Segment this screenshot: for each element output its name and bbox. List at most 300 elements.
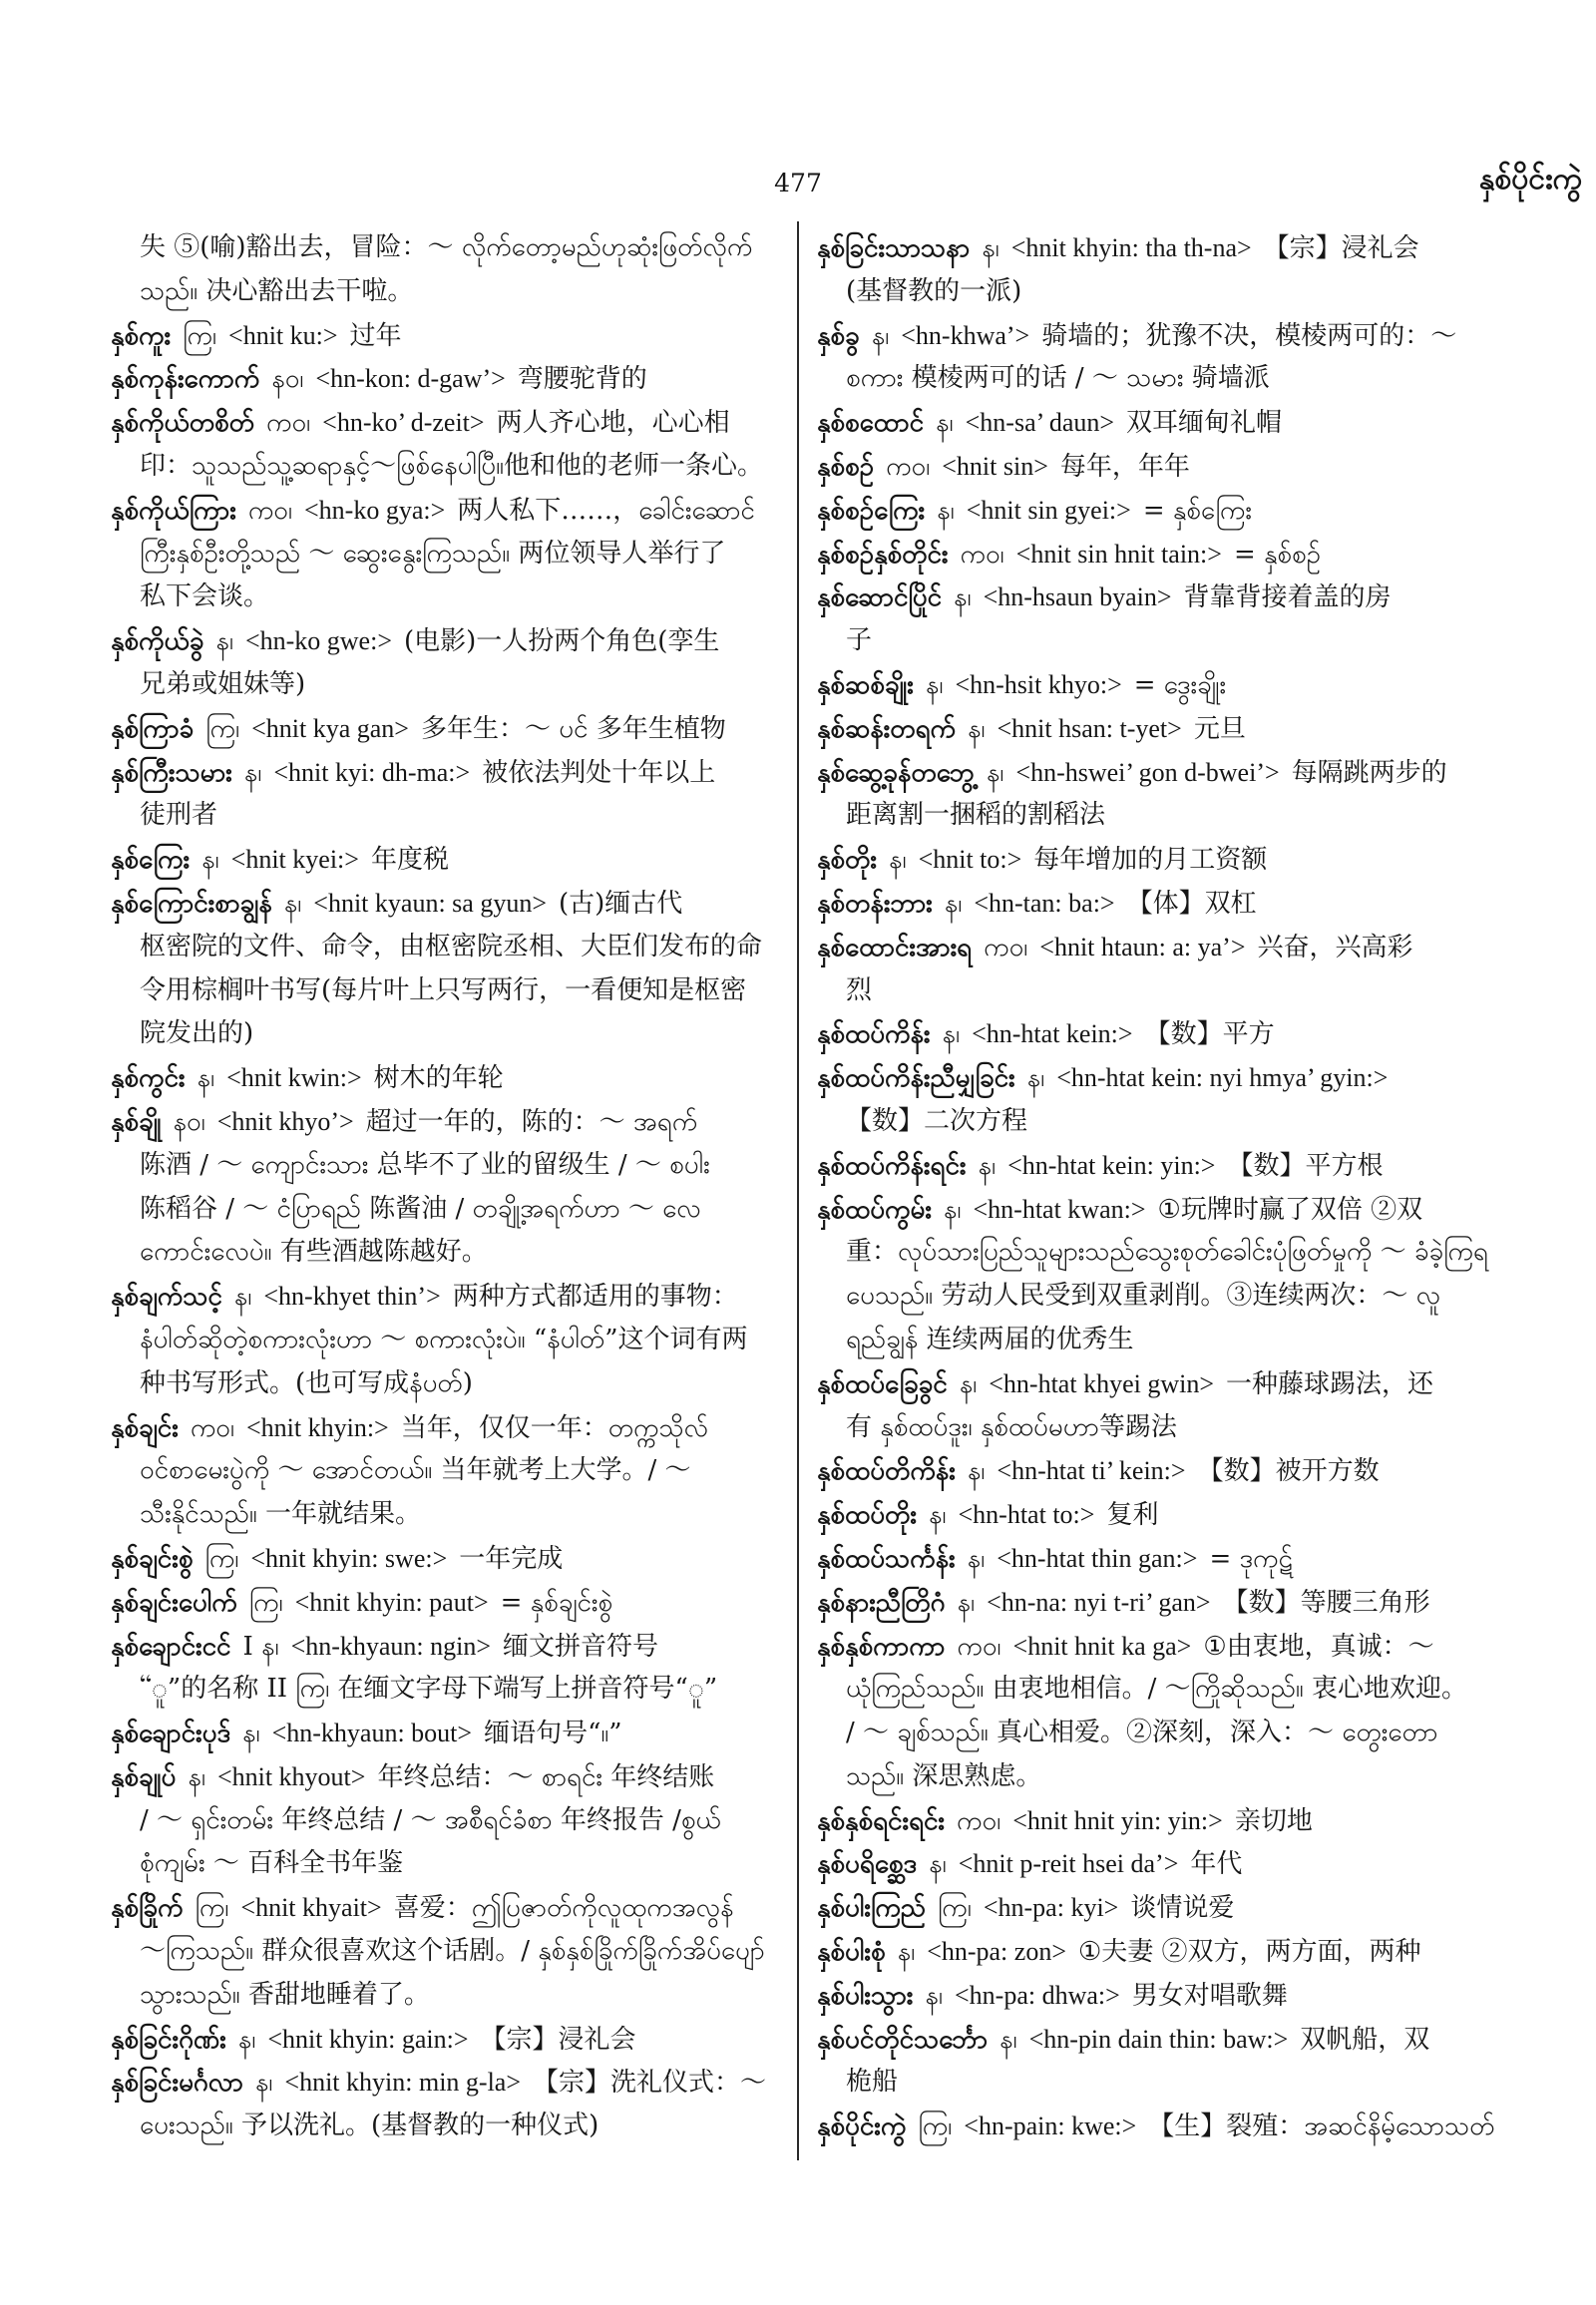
entry-first-line — [817, 751, 1501, 795]
pronunciation: <hn-htat kein:> — [972, 1019, 1133, 1049]
headword: နှစ်ထပ်တိကိန်း — [817, 1456, 956, 1487]
definition: 双帆船，双 — [1300, 2024, 1430, 2055]
headword: နှစ်ကြေး — [111, 845, 191, 876]
entry-first-line — [817, 1537, 1501, 1581]
entry-first-line — [111, 401, 781, 445]
entry-first-line — [817, 2105, 1501, 2148]
entry-first-line — [817, 533, 1501, 576]
entry-first-line — [111, 1625, 781, 1669]
dictionary-entry — [817, 489, 1501, 533]
entry-first-line — [817, 1930, 1501, 1974]
definition: ①由衷地，真诚：～ — [1203, 1631, 1434, 1662]
definition-continuation: ရည်ချွန် 连续两届的优秀生 — [846, 1324, 1134, 1354]
part-of-speech: န၊ — [978, 1150, 997, 1181]
headword: နှစ်ပါးကြည် — [817, 1893, 926, 1924]
definition-continuation: 徒刑者 — [140, 800, 218, 831]
pronunciation: <hnit sin gyei:> — [966, 495, 1131, 525]
definition-continuation: (基督教的一派) — [846, 275, 1022, 306]
pronunciation: <hnit khyout> — [216, 1761, 366, 1791]
dictionary-entry — [111, 1406, 781, 1537]
part-of-speech: ကဝ၊ — [247, 495, 292, 526]
entry-first-line — [111, 1406, 781, 1450]
entry-first-line — [817, 1056, 1501, 1100]
pronunciation: <hnit khyait> — [240, 1893, 382, 1923]
definition: 喜爱：ဤပြဇာတ်ကိုလူထုကအလွန် — [393, 1893, 734, 1924]
definition: 【体】双杠 — [1126, 888, 1257, 919]
entry-first-line — [111, 2018, 781, 2062]
headword: နှစ်ခြင်းသာသနာ — [817, 233, 971, 263]
definition: 过年 — [349, 320, 402, 351]
dictionary-entry — [817, 882, 1501, 926]
pronunciation: <hn-htat kein: yin:> — [1007, 1150, 1216, 1180]
dictionary-entry — [817, 1493, 1501, 1537]
headword: နှစ်ချက်သင့် — [111, 1282, 222, 1313]
entry-first-line — [817, 1144, 1501, 1188]
definition-continuation: စကား 模棱两可的话 / ～ သမား 骑墙派 — [846, 363, 1270, 394]
part-of-speech: န၊ — [283, 888, 302, 919]
entry-first-line — [111, 1712, 781, 1755]
dictionary-entry — [817, 1537, 1501, 1581]
dictionary-entry — [111, 1755, 781, 1886]
dictionary-entry — [111, 357, 781, 401]
part-of-speech: န၊ — [897, 1937, 916, 1968]
part-of-speech: န၊ — [888, 845, 907, 876]
pronunciation: <hn-tan: ba:> — [974, 888, 1115, 918]
pronunciation: <hnit khyo’> — [216, 1106, 354, 1136]
entry-first-line — [817, 663, 1501, 707]
entry-first-line — [111, 1537, 781, 1581]
pronunciation: <hnit p-reit hsei da’> — [958, 1849, 1179, 1879]
definition-continuation: 兄弟或姐妹等) — [140, 668, 306, 699]
part-of-speech: ကဝ၊ — [266, 408, 311, 439]
pronunciation: <hnit kyei:> — [230, 845, 359, 875]
entry-first-line — [817, 1012, 1501, 1056]
definition: = ဒုကုဋ် — [1209, 1543, 1293, 1574]
part-of-speech: န၊ — [944, 888, 963, 919]
definition: 【宗】浸礼会 — [480, 2024, 636, 2055]
headword: နှစ်ထပ်တိုး — [817, 1500, 917, 1531]
entry-first-line — [817, 1188, 1501, 1232]
part-of-speech: န၊ — [254, 2068, 273, 2099]
definition: 双耳缅甸礼帽 — [1126, 408, 1283, 439]
part-of-speech: ကြ၊ — [205, 713, 240, 744]
part-of-speech: န၊ — [943, 1194, 962, 1225]
definition: 【宗】浸礼会 — [1263, 233, 1419, 263]
pronunciation: <hn-hsit khyo:> — [955, 669, 1122, 699]
headword: နှစ်ဆစ်ချိုး — [817, 669, 914, 700]
dictionary-entry — [817, 707, 1501, 751]
headword: နှစ်ခြင်းမင်္ဂလာ — [111, 2068, 243, 2099]
definition: 男女对唱歌舞 — [1131, 1980, 1288, 2011]
definition: ①玩牌时赢了双倍 ②双 — [1157, 1194, 1423, 1225]
dictionary-entry — [817, 1625, 1501, 1799]
headword: နှစ်ကုန်းကောက် — [111, 364, 260, 395]
entry-first-line — [817, 576, 1501, 619]
headword: နှစ်တန်းဘား — [817, 888, 933, 919]
dictionary-entry — [111, 707, 781, 751]
headword: နှစ်ထပ်သင်္ကန်း — [817, 1543, 956, 1574]
column-divider — [797, 221, 799, 2160]
definition-continuation: 重：လုပ်သားပြည်သူများသည်သွေးစုတ်ခေါင်းပုံဖြတ်မှုကို ～ ခံခဲ့ကြရ — [846, 1237, 1488, 1268]
headword: နှစ်နှစ်ရင်းရင်း — [817, 1805, 946, 1836]
pronunciation: <hn-pin dain thin: baw:> — [1028, 2024, 1289, 2054]
definition: 弯腰驼背的 — [517, 364, 647, 395]
dictionary-entry — [111, 314, 781, 358]
entry-first-line — [817, 489, 1501, 533]
part-of-speech: I န၊ — [242, 1631, 279, 1662]
definition: 超过一年的，陈的：～ အရက် — [365, 1106, 698, 1137]
definition-continuation: 子 — [846, 625, 873, 656]
headword: နှစ်ခွ — [817, 320, 860, 351]
page-number: 477 — [774, 169, 822, 197]
definition-continuation: ကောင်းလေပဲ။ 有些酒越陈越好。 — [140, 1237, 488, 1268]
headword: နှစ်ပါးစုံ — [817, 1937, 886, 1968]
headword: နှစ်ထောင်းအားရ — [817, 932, 973, 962]
pronunciation: <hnit to:> — [918, 845, 1022, 875]
part-of-speech: န၊ — [986, 757, 1004, 788]
part-of-speech: န၊ — [243, 757, 262, 788]
definition: 【宗】洗礼仪式：～ — [533, 2068, 767, 2099]
headword: နှစ်ချောင်းပုဒ် — [111, 1719, 230, 1749]
headword: နှစ်ဆွေ့ခုန်တဘွေ့ — [817, 757, 975, 788]
entry-first-line — [111, 1581, 781, 1625]
definition: 一年完成 — [459, 1543, 564, 1574]
dictionary-entry — [817, 1449, 1501, 1493]
headword: နှစ်ပရိစ္ဆေဒ — [817, 1849, 918, 1880]
carryover-line: သည်။ 决心豁出去干啦。 — [140, 275, 414, 306]
definition-continuation: 私下会谈。 — [140, 581, 270, 612]
pronunciation: <hn-khyaun: ngin> — [290, 1631, 492, 1661]
headword: နှစ်ပင်တိုင်သင်္ဘော — [817, 2024, 989, 2055]
definition: 两人私下……，ခေါင်းဆောင် — [457, 495, 755, 526]
pronunciation: <hnit khyin: swe:> — [250, 1543, 448, 1573]
headword: နှစ်ချင်း — [111, 1412, 179, 1443]
dictionary-entry — [111, 1712, 781, 1755]
pronunciation: <hn-htat thin gan:> — [997, 1543, 1198, 1573]
part-of-speech: ကဝ၊ — [190, 1412, 234, 1443]
definition: 缅文拼音符号 — [503, 1631, 659, 1662]
part-of-speech: ကြ၊ — [918, 2112, 953, 2142]
pronunciation: <hn-khyaun: bout> — [271, 1719, 473, 1748]
part-of-speech: န၊ — [201, 845, 219, 876]
part-of-speech: န၊ — [188, 1761, 205, 1792]
part-of-speech: န၊ — [942, 1019, 961, 1050]
part-of-speech: န၊ — [928, 1500, 947, 1531]
part-of-speech: န၊ — [237, 2024, 256, 2055]
entry-first-line — [111, 1056, 781, 1100]
pronunciation: <hnit hnit yin: yin:> — [1012, 1805, 1223, 1835]
definition-continuation: 枢密院的文件、命令，由枢密院丞相、大臣们发布的命 — [140, 931, 763, 961]
definition: = နှစ်ကြေး — [1142, 495, 1252, 526]
headword: နှစ်ချင်းစွဲ — [111, 1543, 194, 1574]
headword: နှစ်ထပ်ကိန်း — [817, 1019, 931, 1050]
definition-continuation: ～ကြသည်။ 群众很喜欢这个话剧。/ နှစ်နှစ်ခြိုက်ခြိုက်အိပ်ပျော် — [140, 1936, 765, 1967]
entry-first-line — [817, 1493, 1501, 1537]
headword: နှစ်ကွင်း — [111, 1063, 186, 1094]
definition: 【数】平方根 — [1227, 1150, 1384, 1181]
definition-continuation: သီးနိုင်သည်။ 一年就结果。 — [140, 1499, 422, 1530]
part-of-speech: ကြ၊ — [204, 1543, 239, 1574]
definition-continuation: 印：သူသည်သူ့ဆရာနှင့်～ဖြစ်နေပါပြီ။他和他的老师一条心。 — [140, 450, 763, 481]
entry-first-line — [817, 445, 1501, 489]
pronunciation: <hn-sa’ daun> — [965, 408, 1115, 438]
entry-first-line — [817, 1362, 1501, 1406]
dictionary-entry — [111, 1537, 781, 1581]
definition: 元旦 — [1193, 713, 1246, 744]
part-of-speech: န၊ — [871, 320, 890, 351]
pronunciation: <hnit hsan: t-yet> — [997, 713, 1182, 743]
headword: နှစ်ကြီးသမား — [111, 757, 232, 788]
definition: 一种藤球踢法，还 — [1226, 1368, 1434, 1399]
definition-continuation: ပေးသည်။ 予以洗礼。(基督教的一种仪式) — [140, 2111, 599, 2141]
definition: (古)缅古代 — [559, 888, 683, 919]
entry-first-line — [111, 1755, 781, 1799]
definition: 【生】裂殖：အဆင်နိမ့်သောသတ် — [1148, 2112, 1495, 2142]
definition-continuation: စုံကျမ်း ～ 百科全书年鉴 — [140, 1848, 404, 1879]
definition: (电影)一人扮两个角色(孪生 — [403, 626, 720, 657]
pronunciation: <hn-khyet thin’> — [263, 1282, 441, 1312]
entry-first-line — [817, 2018, 1501, 2062]
pronunciation: <hn-pa: kyi> — [983, 1893, 1119, 1923]
definition-continuation: သွားသည်။ 香甜地睡着了。 — [140, 1979, 430, 2010]
headword: နှစ်ပိုင်းကွဲ — [817, 2112, 907, 2142]
dictionary-entry — [817, 1842, 1501, 1886]
dictionary-entry — [817, 663, 1501, 707]
definition-continuation: 有 နှစ်ထပ်ဒူး၊ နှစ်ထပ်မဟာ等踢法 — [846, 1411, 1177, 1442]
part-of-speech: ကဝ၊ — [886, 451, 931, 482]
part-of-speech: န၊ — [1026, 1063, 1045, 1094]
dictionary-entry — [111, 838, 781, 882]
definition: 兴奋，兴高彩 — [1257, 932, 1413, 962]
definition: ①夫妻 ②双方，两方面，两种 — [1077, 1937, 1421, 1968]
dictionary-entry — [817, 1012, 1501, 1056]
entry-first-line — [817, 1449, 1501, 1493]
pronunciation: <hn-htat kein: nyi hmya’ gyin:> — [1056, 1063, 1389, 1093]
part-of-speech: န၊ — [233, 1282, 252, 1313]
part-of-speech: န၊ — [925, 669, 944, 700]
headword: နှစ်နှစ်ကာကာ — [817, 1631, 946, 1662]
entry-first-line — [111, 489, 781, 533]
part-of-speech: န၊ — [999, 2024, 1017, 2055]
part-of-speech: န၊ — [197, 1063, 215, 1094]
pronunciation: <hnit hnit ka ga> — [1012, 1631, 1192, 1661]
definition: 被依法判处十年以上 — [482, 757, 716, 788]
entry-first-line — [111, 619, 781, 663]
headword: နှစ်ကိုယ်ကြား — [111, 495, 236, 526]
headword: နှစ်ချုပ် — [111, 1761, 177, 1792]
entry-first-line — [817, 401, 1501, 445]
headword: နှစ်ဆန်းတရက် — [817, 713, 956, 744]
definition: 谈情说爱 — [1130, 1893, 1235, 1924]
part-of-speech: န၊ — [957, 1587, 976, 1618]
pronunciation: <hnit kya gan> — [251, 713, 409, 743]
dictionary-entry — [817, 838, 1501, 882]
pronunciation: <hnit kyaun: sa gyun> — [313, 888, 547, 918]
headword: နှစ်ချင်းပေါက် — [111, 1587, 237, 1618]
definition: = ဒွေးချိုး — [1133, 669, 1227, 700]
part-of-speech: ကြ၊ — [248, 1587, 283, 1618]
entry-first-line — [817, 926, 1501, 969]
definition: 树木的年轮 — [373, 1063, 504, 1094]
definition: 年终总结：～ စာရင်း 年终结账 — [377, 1761, 715, 1792]
dictionary-entry — [817, 926, 1501, 1013]
definition-continuation: 种书写形式。(也可写成နံပတ်) — [140, 1367, 473, 1398]
dictionary-entry — [111, 1056, 781, 1100]
part-of-speech: နဝ၊ — [173, 1106, 205, 1137]
dictionary-entry — [817, 1930, 1501, 1974]
pronunciation: <hnit khyin: gain:> — [267, 2024, 469, 2054]
part-of-speech: နဝ၊ — [271, 364, 304, 395]
entry-first-line — [817, 1974, 1501, 2018]
definition-continuation: သည်။ 深思熟虑。 — [846, 1760, 1042, 1791]
pronunciation: <hnit khyin: tha th-na> — [1010, 233, 1252, 262]
headword: နှစ်ကိုယ်တစိတ် — [111, 408, 254, 439]
dictionary-entry — [817, 1974, 1501, 2018]
definition-continuation: 陈酒 / ～ ကျောင်းသား 总毕不了业的留级生 / ～ စပါး — [140, 1149, 710, 1180]
entry-first-line — [111, 751, 781, 795]
dictionary-entry — [817, 2018, 1501, 2106]
definition: 缅语句号“။” — [484, 1719, 622, 1749]
definition-continuation: ကြီးနှစ်ဦးတို့သည် ～ ဆွေးနွေးကြသည်။ 两位领导人举行了 — [140, 538, 726, 569]
pronunciation: <hn-khwa’> — [901, 320, 1030, 350]
definition: 背靠背接着盖的房 — [1183, 582, 1392, 613]
part-of-speech: ကြ၊ — [937, 1893, 972, 1924]
carryover-line: 失 ⑤(喻)豁出去，冒险：～ လိုက်တော့မည်ဟုဆုံးဖြတ်လိုက် — [140, 232, 753, 262]
definition: 年代 — [1190, 1849, 1243, 1880]
entry-first-line — [817, 707, 1501, 751]
pronunciation: <hnit sin> — [942, 451, 1048, 481]
entry-first-line — [817, 1886, 1501, 1930]
left-column — [111, 226, 781, 2148]
dictionary-entry — [817, 1886, 1501, 1930]
headword: နှစ်စဉ်ကြေး — [817, 495, 926, 526]
entry-first-line — [111, 1275, 781, 1319]
pronunciation: <hn-pain: kwe:> — [964, 2112, 1137, 2141]
headword: နှစ်စဉ်နှစ်တိုင်း — [817, 539, 949, 570]
definition: 两人齐心地，心心相 — [496, 408, 730, 439]
headword: နှစ်ကိုယ်ခွဲ — [111, 626, 204, 657]
pronunciation: <hnit kwin:> — [226, 1063, 362, 1093]
definition: 【数】平方 — [1144, 1019, 1275, 1050]
dictionary-entry — [111, 1625, 781, 1713]
entry-first-line — [817, 838, 1501, 882]
headword: နှစ်ကူး — [111, 320, 172, 351]
pronunciation: <hnit khyin:> — [245, 1412, 389, 1442]
definition: 每隔跳两步的 — [1291, 757, 1447, 788]
dictionary-entry — [817, 533, 1501, 576]
headword: နှစ်ထပ်ခြေခွင် — [817, 1368, 948, 1399]
pronunciation: <hn-pa: dhwa:> — [955, 1980, 1120, 2010]
part-of-speech: ကဝ၊ — [957, 1805, 1001, 1836]
definition: 每年增加的月工资额 — [1033, 845, 1268, 876]
pronunciation: <hn-hsaun byain> — [983, 582, 1172, 612]
definition: 【数】等腰三角形 — [1222, 1587, 1430, 1618]
definition: 年度税 — [370, 845, 449, 876]
headword: နှစ်ခြိုက် — [111, 1893, 184, 1924]
part-of-speech: ကဝ၊ — [960, 539, 1004, 570]
pronunciation: <hn-hswei’ gon d-bwei’> — [1015, 757, 1280, 787]
entry-first-line — [817, 226, 1501, 270]
entry-first-line — [111, 314, 781, 358]
part-of-speech: န၊ — [967, 713, 986, 744]
definition-continuation: 院发出的) — [140, 1018, 254, 1049]
headword: နှစ်တိုး — [817, 845, 877, 876]
entry-first-line — [111, 1886, 781, 1930]
part-of-speech: န၊ — [937, 495, 955, 526]
part-of-speech: ကဝ၊ — [984, 932, 1028, 962]
pronunciation: <hnit ku:> — [228, 320, 338, 350]
definition-continuation: 烈 — [846, 974, 873, 1005]
entry-first-line — [817, 1799, 1501, 1843]
headword: နှစ်ထပ်ကိန်းရင်း — [817, 1150, 967, 1181]
dictionary-entry — [817, 2105, 1501, 2148]
headword: နှစ်ဆောင်ပြိုင် — [817, 582, 943, 613]
dictionary-entry — [817, 445, 1501, 489]
dictionary-entry — [111, 619, 781, 707]
definition-continuation: နံပါတ်ဆိုတဲ့စကားလုံးဟာ ～ စကားလုံးပဲ။ “နံပါတ်”这个词有两 — [140, 1324, 748, 1354]
headword: နှစ်နားညီတြိဂံ — [817, 1587, 946, 1618]
headword: နှစ်ခြင်းဂိုဏ်း — [111, 2024, 226, 2055]
dictionary-entry — [817, 1581, 1501, 1625]
dictionary-entry — [111, 882, 781, 1056]
definition-continuation: 桅船 — [846, 2067, 899, 2098]
definition-continuation: / ～ ချစ်သည်။ 真心相爱。②深刻，深入：～ တွေးတော — [846, 1718, 1438, 1748]
part-of-speech: ကြ၊ — [195, 1893, 229, 1924]
dictionary-entry — [111, 751, 781, 839]
entry-first-line — [817, 882, 1501, 926]
pronunciation: <hnit htaun: a: ya’> — [1039, 932, 1246, 961]
dictionary-entry — [111, 489, 781, 619]
definition: = နှစ်စဉ် — [1233, 539, 1322, 570]
definition: 复利 — [1106, 1500, 1159, 1531]
definition-continuation: ဝင်စာမေးပွဲကို ～ အောင်တယ်။ 当年就考上大学。/ ～ — [140, 1455, 691, 1486]
definition-continuation: ပေသည်။ 劳动人民受到双重剥削。③连续两次：～ လူ — [846, 1281, 1440, 1312]
definition: 骑墙的；犹豫不决，模棱两可的：～ — [1041, 320, 1457, 351]
part-of-speech: န၊ — [925, 1980, 943, 2011]
definition-continuation: 陈稻谷 / ～ ငံပြာရည် 陈酱油 / တချို့အရက်ဟာ ～ လေ — [140, 1193, 701, 1224]
headword: နှစ်စဉ် — [817, 451, 875, 482]
part-of-speech: န၊ — [936, 408, 954, 439]
part-of-speech: ကြ၊ — [183, 320, 217, 351]
entry-first-line — [817, 1842, 1501, 1886]
dictionary-entry — [817, 1188, 1501, 1362]
definition-continuation: “ူ”的名称 II ကြ၊ 在缅文字母下端写上拼音符号“ူ” — [140, 1674, 718, 1705]
part-of-speech: န၊ — [959, 1368, 978, 1399]
headword: နှစ်စထောင် — [817, 408, 925, 439]
headword: နှစ်ချောင်းငင် — [111, 1631, 231, 1662]
pronunciation: <hnit khyin: min g-la> — [284, 2068, 522, 2098]
definition-continuation: / ～ ရှင်းတမ်း 年终总结 / ～ အစီရင်ခံစာ 年终报告 /စွယ် — [140, 1804, 721, 1835]
dictionary-entry — [817, 314, 1501, 402]
part-of-speech: ကဝ၊ — [957, 1631, 1001, 1662]
pronunciation: <hn-pa: zon> — [927, 1937, 1066, 1967]
pronunciation: <hn-htat kwan:> — [973, 1194, 1146, 1224]
definition-continuation: ယုံကြည်သည်။ 由衷地相信。/ ～ကြိုဆိုသည်။ 衷心地欢迎。 — [846, 1674, 1467, 1705]
dictionary-entry — [817, 1144, 1501, 1188]
part-of-speech: န၊ — [982, 233, 999, 263]
dictionary-entry — [111, 1275, 781, 1405]
headword: နှစ်ကြောင်းစာချွန် — [111, 888, 272, 919]
dictionary-entry — [817, 576, 1501, 663]
pronunciation: <hnit sin hnit tain:> — [1015, 539, 1222, 569]
definition: 每年，年年 — [1059, 451, 1190, 482]
headword: နှစ်ပါးသွား — [817, 1980, 914, 2011]
pronunciation: <hn-htat ti’ kein:> — [997, 1456, 1186, 1486]
definition: 【数】被开方数 — [1197, 1456, 1380, 1487]
entry-first-line — [111, 707, 781, 751]
definition: 亲切地 — [1234, 1805, 1313, 1836]
part-of-speech: န၊ — [967, 1456, 986, 1487]
